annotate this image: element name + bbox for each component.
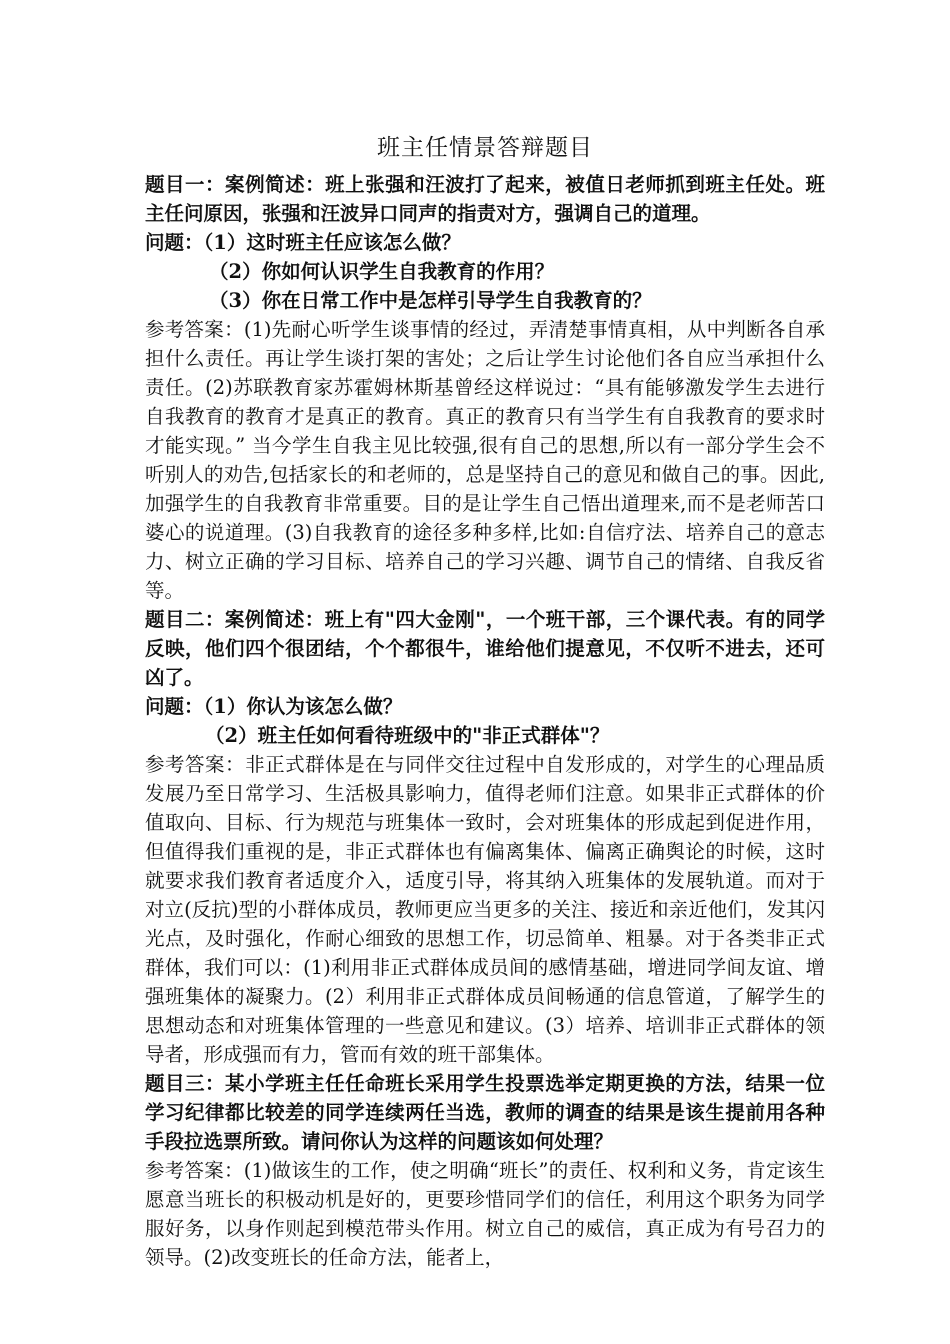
question-three-answer: 参考答案：(1)做该生的工作，使之明确“班长”的责任、权利和义务，肯定该生愿意当班长的积极动机是好的，更要珍惜同学们的信任，利用这个职务为同学服好务，以身作则起到模范带头作用。树立自己的威信，真正成为有号召力的领导。(2)改变班长的任命方法，能者上， xyxy=(145,1159,825,1269)
question-one-prompt-label: 问题： xyxy=(145,231,204,254)
question-one-sub-1: （1）这时班主任应该怎么做？ xyxy=(203,231,461,254)
question-three-case: 题目三：某小学班主任任命班长采用学生投票选举定期更换的方法，结果一位学习纪律都比较差的同学连续两任当选，教师的调查的结果是该生提前用各种手段拉选票所致。请问你认为这样的问题该如何处理？ xyxy=(145,1072,825,1153)
question-two-sub-2: （2）班主任如何看待班级中的"非正式群体"？ xyxy=(205,724,610,747)
question-one-case: 题目一：案例简述：班上张强和汪波打了起来，被值日老师抓到班主任处。班主任问原因，张强和汪波异口同声的指责对方，强调自己的道理。 xyxy=(145,173,825,225)
page-title: 班主任情景答辩题目 xyxy=(377,135,593,161)
question-two-prompt-line xyxy=(145,692,825,721)
question-one-answer: 参考答案：(1)先耐心听学生谈事情的经过，弄清楚事情真相，从中判断各自承担什么责任。再让学生谈打架的害处；之后让学生讨论他们各自应当承担什么责任。(2)苏联教育家苏霍姆林斯基曾经这样说过：“具有能够激发学生去进行自我教育的教育才是真正的教育。真正的教育只有当学生有自我教育的要求时才能实现。” 当今学生自我主见比较强,很有自己的思想,所以有一部分学生会不听别人的劝告,包括家长的和老师的，总是坚持自己的意见和做自己的事。因此,加强学生的自我教育非常重要。目的是让学生自己悟出道理来,而不是老师苦口婆心的说道理。(3)自我教育的途径多种多样,比如:自信疗法、培养自己的意志力、树立正确的学习目标、培养自己的学习兴趣、调节自己的情绪、自我反省等。 xyxy=(145,318,825,602)
question-one-sub-2: （2）你如何认识学生自我教育的作用？ xyxy=(209,260,555,283)
question-two-answer: 参考答案：非正式群体是在与同伴交往过程中自发形成的，对学生的心理品质发展乃至日常学习、生活极具影响力，值得老师们注意。如果非正式群体的价值取向、目标、行为规范与班集体一致时，会对班集体的形成起到促进作用，但值得我们重视的是，非正式群体也有偏离集体、偏离正确舆论的时候，这时就要求我们教育者适度介入，适度引导，将其纳入班集体的发展轨道。而对于对立(反抗)型的小群体成员，教师更应当更多的关注、接近和亲近他们，发其闪光点，及时强化，作耐心细致的思想工作，切忌简单、粗暴。对于各类非正式群体，我们可以：(1)利用非正式群体成员间的感情基础，增进同学间友谊、增强班集体的凝聚力。(2）利用非正式群体成员间畅通的信息管道，了解学生的思想动态和对班集体管理的一些意见和建议。(3）培养、培训非正式群体的领导者，形成强而有力，管而有效的班干部集体。 xyxy=(145,753,825,1066)
document-page xyxy=(145,132,825,1272)
question-two-prompt-label: 问题： xyxy=(145,695,204,718)
question-two-case: 题目二：案例简述：班上有"四大金刚"，一个班干部，三个课代表。有的同学反映，他们四个很团结，个个都很牛，谁给他们提意见，不仅听不进去，还可凶了。 xyxy=(145,608,825,689)
question-one-sub-3: （3）你在日常工作中是怎样引导学生自我教育的？ xyxy=(209,289,652,312)
question-two-sub-1: （1）你认为该怎么做？ xyxy=(203,695,403,718)
question-two-section xyxy=(145,605,825,1069)
question-one-section xyxy=(145,170,825,605)
question-one-prompt-line xyxy=(145,228,825,257)
question-three-section xyxy=(145,1069,825,1272)
